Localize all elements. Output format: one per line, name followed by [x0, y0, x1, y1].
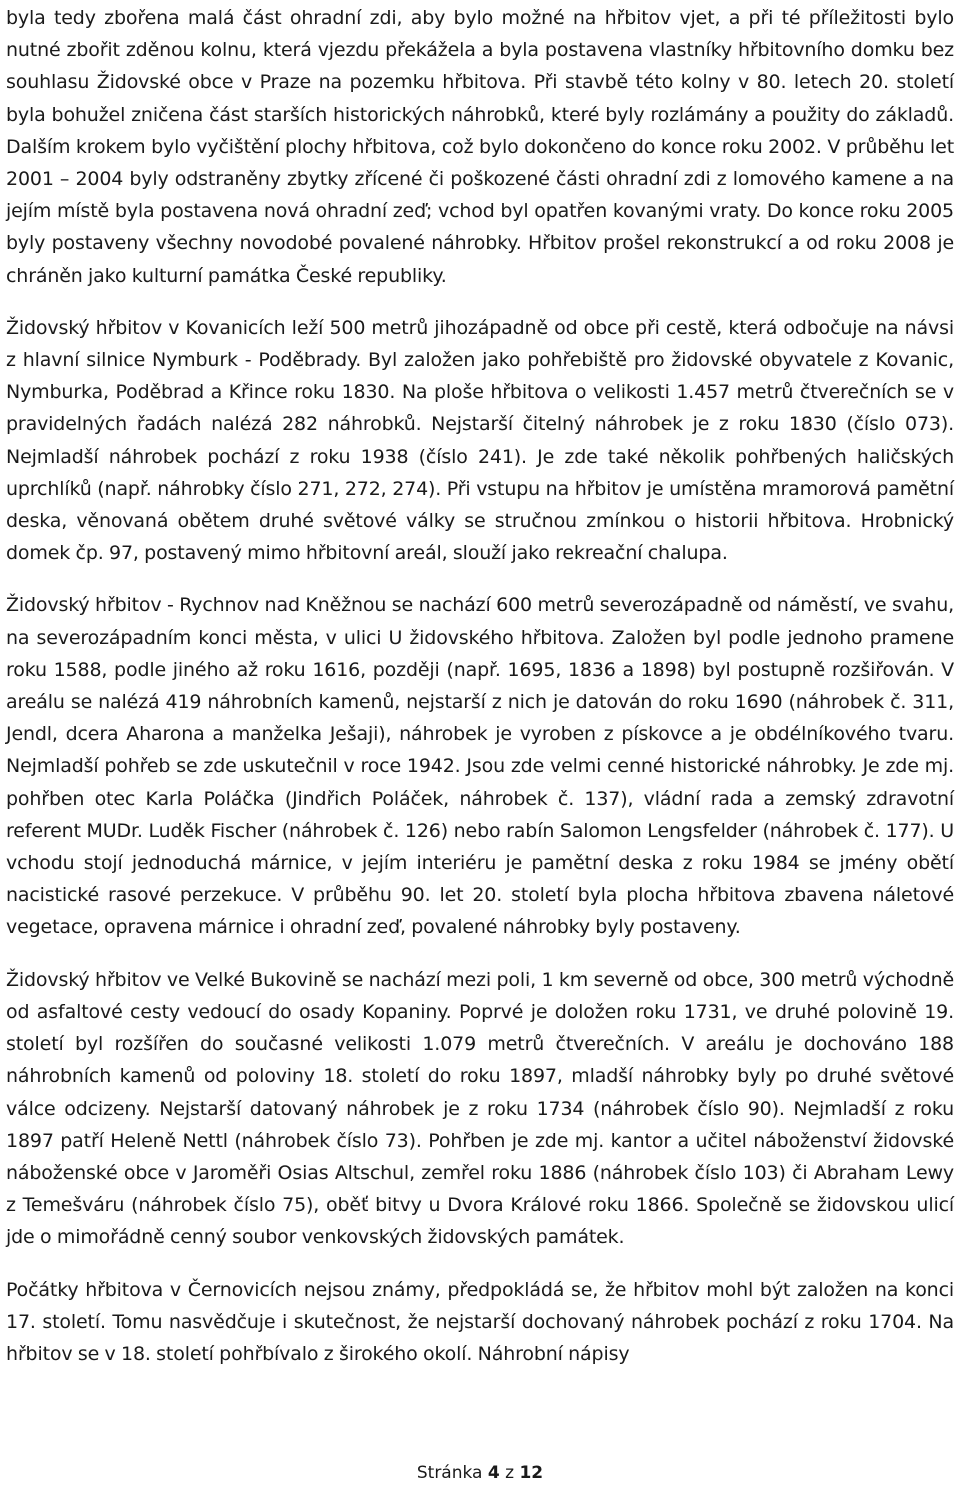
page-label: Stránka — [416, 1463, 483, 1483]
current-page-number: 4 — [487, 1463, 500, 1483]
paragraph-cernovice-cemetery: Počátky hřbitova v Černovicích nejsou známy, předpokládá se, že hřbitov mohl být založen na konci 17. století. Tomu nasvědčuje i skutečnost, že nejstarší dochovaný náhrobek pochází z roku 1704. Na hřbitov se v 18. století pohřbívalo z širokého okolí. Náhrobní nápisy — [6, 1278, 954, 1365]
paragraph-velka-bukovina-cemetery: Židovský hřbitov ve Velké Bukovině se nachází mezi poli, 1 km severně od obce, 300 metrů východně od asfaltové cesty vedoucí do osady Kopaniny. Poprvé je doložen roku 1731, ve druhé polovině 19. století byl rozšířen do současné velikosti 1.079 metrů čtverečních. V areálu je dochováno 188 náhrobních kamenů od poloviny 18. století do roku 1897, mladší náhrobky byly po druhé světové válce odcizeny. Nejstarší datovaný náhrobek je z roku 1734 (náhrobek číslo 90). Nejmladší z roku 1897 patří Heleně Nettl (náhrobek číslo 73). Pohřben je zde mj. kantor a učitel náboženství židovské náboženské obce v Jaroměři Osias Altschul, zemřel roku 1886 (náhrobek číslo 103) či Abraham Lewy z Temešváru (náhrobek číslo 75), oběť bitvy u Dvora Králové roku 1866. Společně se židovskou ulicí jde o mimořádně cenný soubor venkovských židovských památek. — [6, 968, 954, 1249]
document-page — [6, 0, 954, 1488]
paragraph-rychnov-cemetery: Židovský hřbitov - Rychnov nad Kněžnou se nachází 600 metrů severozápadně od náměstí, ve svahu, na severozápadním konci města, v ulici U židovského hřbitova. Založen byl podle jednoho pramene roku 1588, podle jiného až roku 1616, později (např. 1695, 1836 a 1898) byl postupně rozšiřován. V areálu se nalézá 419 náhrobních kamenů, nejstarší z nich je datován do roku 1690 (náhrobek č. 311, Jendl, dcera Aharona a manželka Ješaji), náhrobek je vyroben z pískovce a je obdélníkového tvaru. Nejmladší pohřeb se zde uskutečnil v roce 1942. Jsou zde velmi cenné historické náhrobky. Je zde mj. pohřben otec Karla Poláčka (Jindřich Poláček, náhrobek č. 137), vládní rada a zemský zdravotní referent MUDr. Luděk Fischer (náhrobek č. 126) nebo rabín Salomon Lengsfelder (náhrobek č. 177). U vchodu stojí jednoduchá márnice, v jejím interiéru je pamětní deska z roku 1984 se jmény obětí nacistické rasové perzekuce. V průběhu 90. let 20. století byla plocha hřbitova zbavena náletové vegetace, opravena márnice i ohradní zeď, povalené náhrobky byly postaveny. — [6, 594, 954, 939]
paragraph-kovanice-cemetery: Židovský hřbitov v Kovanicích leží 500 metrů jihozápadně od obce při cestě, která odbočuje na návsi z hlavní silnice Nymburk - Poděbrady. Byl založen jako pohřebiště pro židovské obyvatele z Kovanic, Nymburka, Poděbrad a Křince roku 1830. Na ploše hřbitova o velikosti 1.457 metrů čtverečních se v pravidelných řadách nalézá 282 náhrobků. Nejstarší čitelný náhrobek je z roku 1830 (číslo 073). Nejmladší náhrobek pochází z roku 1938 (číslo 241). Je zde také několik pohřbených haličských uprchlíků (např. náhrobky číslo 271, 272, 274). Při vstupu na hřbitov je umístěna mramorová pamětní deska, věnovaná obětem druhé světové války se stručnou zmínkou o historii hřbitova. Hrobnický domek čp. 97, postavený mimo hřbitovní areál, slouží jako rekreační chalupa. — [6, 316, 954, 565]
total-pages-number: 12 — [519, 1463, 544, 1483]
page-footer — [0, 1462, 960, 1484]
page-separator: z — [505, 1463, 515, 1483]
paragraph-cemetery-reconstruction: byla tedy zbořena malá část ohradní zdi, aby bylo možné na hřbitov vjet, a při té příležitosti bylo nutné zbořit zděnou kolnu, která vjezdu překážela a byla postavena vlastníky hřbitovního domku bez souhlasu Židovské obce v Praze na pozemku hřbitova. Při stavbě této kolny v 80. letech 20. století byla bohužel zničena část starších historických náhrobků, které byly rozlámány a použity do základů. Dalším krokem bylo vyčištění plochy hřbitova, což bylo dokončeno do konce roku 2002. V průběhu let 2001 – 2004 byly odstraněny zbytky zřícené či poškozené části ohradní zdi z lomového kamene a na jejím místě byla postavena nová ohradní zeď; vchod byl opatřen kovanými vraty. Do konce roku 2005 byly postaveny všechny novodobé povalené náhrobky. Hřbitov prošel rekonstrukcí a od roku 2008 je chráněn jako kulturní památka České republiky. — [6, 7, 954, 287]
